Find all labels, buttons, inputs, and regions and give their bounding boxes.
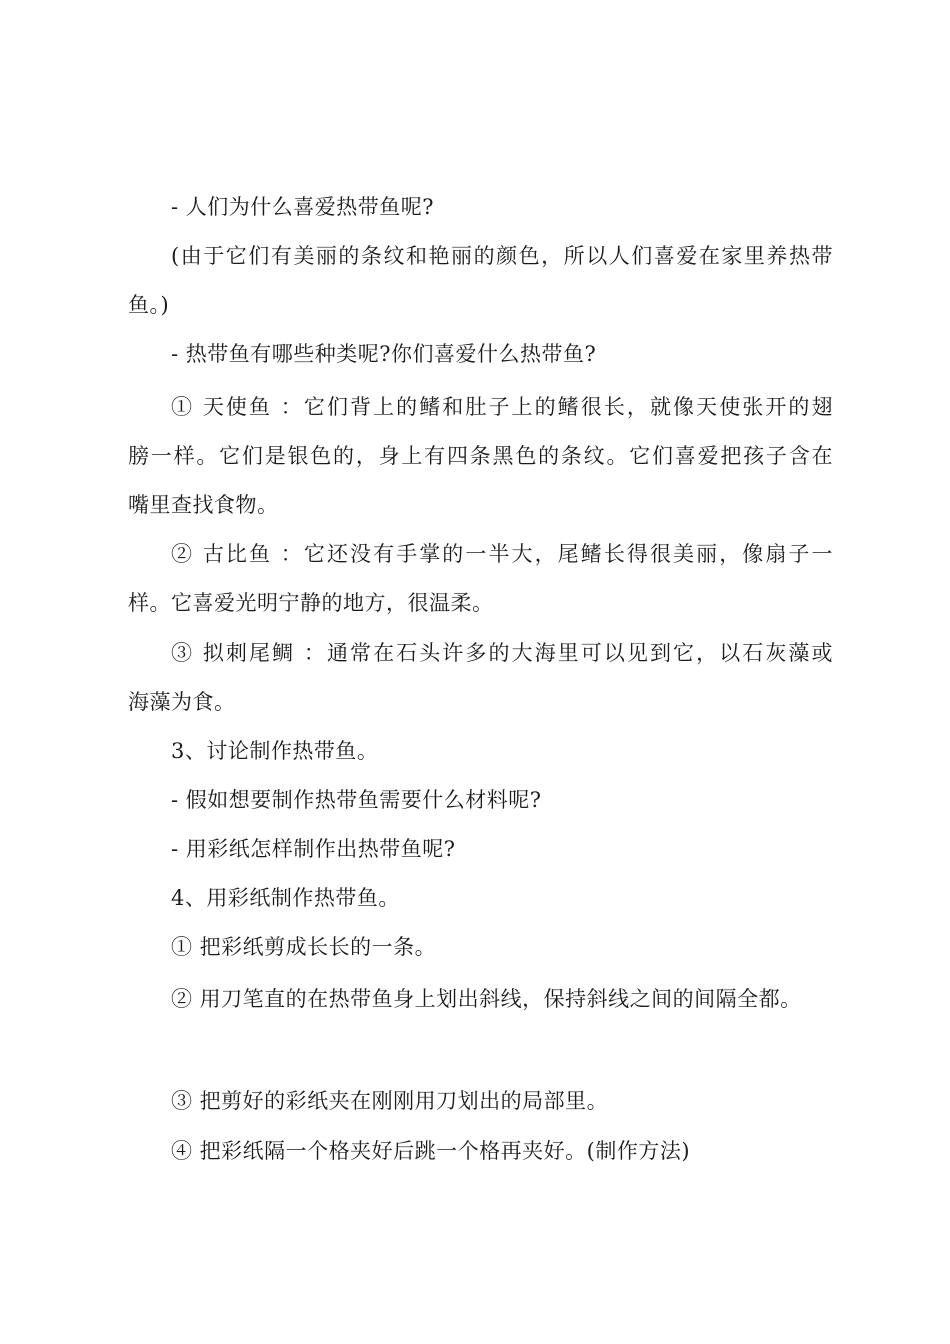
answer-line-2: 鱼。) [128, 293, 170, 317]
make-step-1: ① 把彩纸剪成长长的一条。 [171, 935, 437, 959]
question-materials: - 假如想要制作热带鱼需要什么材料呢? [171, 788, 542, 812]
surgeonfish-line-2: 海藻为食。 [128, 690, 236, 714]
step-3-heading: 3、讨论制作热带鱼。 [171, 739, 379, 763]
guppy-line-1: ② 古比鱼 ：它还没有手掌的一半大，尾鳍长得很美丽，像扇子一 [171, 542, 833, 566]
guppy-line-2: 样。它喜爱光明宁静的地方，很温柔。 [128, 591, 494, 615]
answer-line-1: (由于它们有美丽的条纹和艳丽的颜色，所以人们喜爱在家里养热带 [171, 244, 833, 268]
angelfish-line-1: ① 天使鱼 ：它们背上的鳍和肚子上的鳍很长，就像天使张开的翅 [171, 395, 833, 419]
angelfish-line-2: 膀一样。它们是银色的，身上有四条黑色的条纹。它们喜爱把孩子含在 [128, 444, 833, 468]
question-how-to-make: - 用彩纸怎样制作出热带鱼呢? [171, 837, 456, 861]
make-step-2: ② 用刀笔直的在热带鱼身上划出斜线，保持斜线之间的间隔全都。 [171, 987, 802, 1011]
question-fish-types: - 热带鱼有哪些种类呢?你们喜爱什么热带鱼? [171, 342, 597, 366]
make-step-3: ③ 把剪好的彩纸夹在刚刚用刀划出的局部里。 [171, 1089, 609, 1113]
angelfish-line-3: 嘴里查找食物。 [128, 493, 279, 517]
question-why-love-tropical-fish: - 人们为什么喜爱热带鱼呢? [171, 195, 435, 219]
surgeonfish-line-1: ③ 拟刺尾鲷 ：通常在石头许多的大海里可以见到它，以石灰藻或 [171, 641, 833, 665]
step-4-heading: 4、用彩纸制作热带鱼。 [171, 886, 400, 910]
make-step-4: ④ 把彩纸隔一个格夹好后跳一个格再夹好。(制作方法) [171, 1139, 691, 1163]
